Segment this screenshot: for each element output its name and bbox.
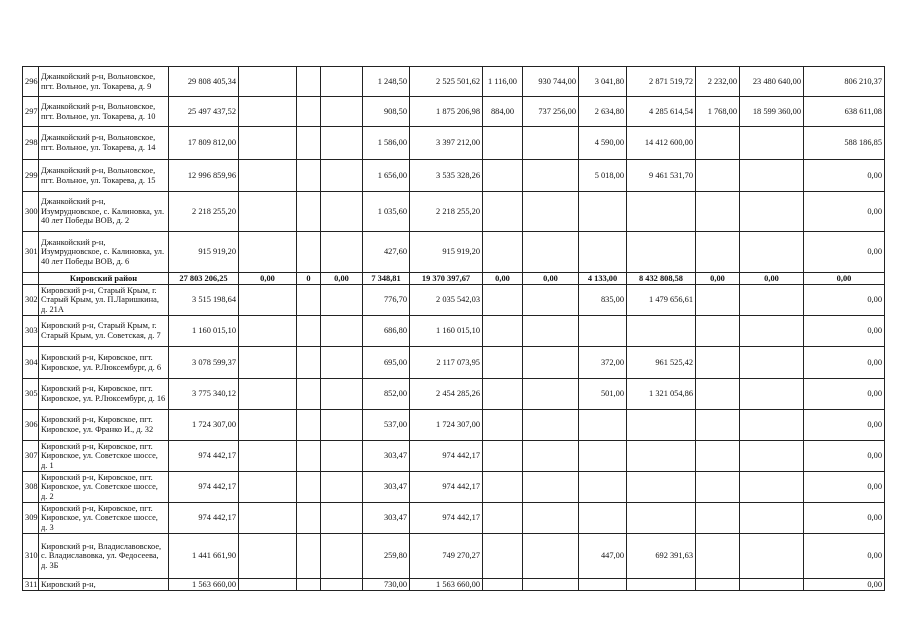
value-cell-c10: 1 321 054,86 (627, 379, 696, 410)
address-cell: Кировский р-н, Кировское, пгт. Кировское, ул. Советское шоссе, д. 1 (39, 441, 169, 472)
value-cell-c7 (483, 472, 523, 503)
value-cell-c8: 930 744,00 (523, 67, 579, 97)
value-cell-c12 (740, 534, 804, 579)
value-cell-c13: 0,00 (804, 273, 885, 285)
table-row (23, 97, 885, 127)
value-cell-c13: 588 186,85 (804, 127, 885, 160)
value-cell-c11 (696, 232, 740, 273)
value-cell-c6: 2 117 073,95 (410, 347, 483, 379)
value-cell-c8 (523, 285, 579, 316)
row-number-cell: 303 (23, 316, 39, 347)
value-cell-c8: 0,00 (523, 273, 579, 285)
value-cell-c13: 0,00 (804, 579, 885, 591)
value-cell-c8 (523, 192, 579, 232)
value-cell-c6: 3 397 212,00 (410, 127, 483, 160)
value-cell-c6: 974 442,17 (410, 503, 483, 534)
value-cell-c11: 1 768,00 (696, 97, 740, 127)
value-cell-c11 (696, 534, 740, 579)
value-cell-c7 (483, 534, 523, 579)
row-number-cell: 302 (23, 285, 39, 316)
value-cell-c10 (627, 316, 696, 347)
value-cell-c2 (239, 410, 297, 441)
value-cell-c9 (579, 579, 627, 591)
value-cell-c1: 915 919,20 (169, 232, 239, 273)
address-cell: Джанкойский р-н, Вольновское, пгт. Вольное, ул. Токарева, д. 9 (39, 67, 169, 97)
value-cell-c8 (523, 441, 579, 472)
value-cell-c8 (523, 503, 579, 534)
value-cell-c7 (483, 441, 523, 472)
table-row (23, 316, 885, 347)
value-cell-c1: 1 724 307,00 (169, 410, 239, 441)
value-cell-c3 (297, 441, 321, 472)
value-cell-c11 (696, 441, 740, 472)
value-cell-c12: 18 599 360,00 (740, 97, 804, 127)
row-number-cell: 299 (23, 160, 39, 192)
value-cell-c3 (297, 579, 321, 591)
value-cell-c10: 8 432 808,58 (627, 273, 696, 285)
table-row (23, 503, 885, 534)
value-cell-c2 (239, 285, 297, 316)
value-cell-c13: 0,00 (804, 441, 885, 472)
value-cell-c4 (321, 127, 363, 160)
row-number-cell: 311 (23, 579, 39, 591)
table-row (23, 472, 885, 503)
value-cell-c4 (321, 347, 363, 379)
value-cell-c13: 806 210,37 (804, 67, 885, 97)
value-cell-c11 (696, 127, 740, 160)
value-cell-c11 (696, 503, 740, 534)
table-row (23, 410, 885, 441)
address-cell: Кировский р-н, Кировское, пгт. Кировское, ул. Франко И., д. 32 (39, 410, 169, 441)
value-cell-c3 (297, 534, 321, 579)
value-cell-c2 (239, 160, 297, 192)
value-cell-c6: 2 035 542,03 (410, 285, 483, 316)
address-cell: Кировский р-н, Старый Крым, г. Старый Крым, ул. Советская, д. 7 (39, 316, 169, 347)
value-cell-c8 (523, 160, 579, 192)
value-cell-c12 (740, 316, 804, 347)
value-cell-c4 (321, 410, 363, 441)
value-cell-c10 (627, 441, 696, 472)
value-cell-c7 (483, 285, 523, 316)
value-cell-c1: 17 809 812,00 (169, 127, 239, 160)
value-cell-c4 (321, 316, 363, 347)
value-cell-c9 (579, 472, 627, 503)
value-cell-c13: 0,00 (804, 316, 885, 347)
address-cell: Кировский район (39, 273, 169, 285)
row-number-cell: 306 (23, 410, 39, 441)
value-cell-c11 (696, 579, 740, 591)
value-cell-c1: 12 996 859,96 (169, 160, 239, 192)
value-cell-c9: 372,00 (579, 347, 627, 379)
table-row (23, 192, 885, 232)
value-cell-c6: 915 919,20 (410, 232, 483, 273)
value-cell-c7: 884,00 (483, 97, 523, 127)
value-cell-c6: 2 218 255,20 (410, 192, 483, 232)
value-cell-c1: 3 515 198,64 (169, 285, 239, 316)
value-cell-c8 (523, 347, 579, 379)
value-cell-c5: 303,47 (363, 472, 410, 503)
value-cell-c6: 1 875 206,98 (410, 97, 483, 127)
value-cell-c5: 303,47 (363, 503, 410, 534)
value-cell-c10: 2 871 519,72 (627, 67, 696, 97)
value-cell-c4 (321, 534, 363, 579)
table-row (23, 232, 885, 273)
value-cell-c1: 1 441 661,90 (169, 534, 239, 579)
value-cell-c2 (239, 347, 297, 379)
value-cell-c6: 1 160 015,10 (410, 316, 483, 347)
value-cell-c5: 1 656,00 (363, 160, 410, 192)
value-cell-c8 (523, 232, 579, 273)
value-cell-c3 (297, 232, 321, 273)
value-cell-c5: 908,50 (363, 97, 410, 127)
address-cell: Джанкойский р-н, Изумрудновское, с. Калиновка, ул. 40 лет Победы ВОВ, д. 2 (39, 192, 169, 232)
value-cell-c3 (297, 347, 321, 379)
value-cell-c6: 749 270,27 (410, 534, 483, 579)
value-cell-c4 (321, 503, 363, 534)
value-cell-c3 (297, 192, 321, 232)
value-cell-c13: 0,00 (804, 503, 885, 534)
value-cell-c2 (239, 192, 297, 232)
value-cell-c11: 2 232,00 (696, 67, 740, 97)
value-cell-c6: 19 370 397,67 (410, 273, 483, 285)
table-row (23, 579, 885, 591)
value-cell-c13: 0,00 (804, 410, 885, 441)
table-row (23, 127, 885, 160)
value-cell-c13: 0,00 (804, 347, 885, 379)
value-cell-c10 (627, 232, 696, 273)
value-cell-c8 (523, 534, 579, 579)
value-cell-c1: 1 160 015,10 (169, 316, 239, 347)
value-cell-c9: 3 041,80 (579, 67, 627, 97)
value-cell-c6: 3 535 328,26 (410, 160, 483, 192)
value-cell-c3 (297, 410, 321, 441)
address-cell: Джанкойский р-н, Изумрудновское, с. Калиновка, ул. 40 лет Победы ВОВ, д. 6 (39, 232, 169, 273)
value-cell-c9: 501,00 (579, 379, 627, 410)
value-cell-c13: 0,00 (804, 192, 885, 232)
table-row (23, 67, 885, 97)
value-cell-c6: 1 563 660,00 (410, 579, 483, 591)
value-cell-c3 (297, 285, 321, 316)
value-cell-c11 (696, 316, 740, 347)
value-cell-c7 (483, 232, 523, 273)
value-cell-c1: 1 563 660,00 (169, 579, 239, 591)
value-cell-c9: 2 634,80 (579, 97, 627, 127)
value-cell-c4 (321, 67, 363, 97)
address-cell: Кировский р-н, Кировское, пгт. Кировское, ул. Р.Люксембург, д. 6 (39, 347, 169, 379)
row-number-cell: 298 (23, 127, 39, 160)
value-cell-c2 (239, 472, 297, 503)
value-cell-c10 (627, 410, 696, 441)
value-cell-c11 (696, 410, 740, 441)
value-cell-c11 (696, 160, 740, 192)
value-cell-c4 (321, 285, 363, 316)
value-cell-c10 (627, 472, 696, 503)
address-cell: Кировский р-н, Кировское, пгт. Кировское, ул. Советское шоссе, д. 2 (39, 472, 169, 503)
value-cell-c13: 0,00 (804, 232, 885, 273)
value-cell-c13: 0,00 (804, 160, 885, 192)
value-cell-c10 (627, 579, 696, 591)
value-cell-c3 (297, 160, 321, 192)
value-cell-c1: 974 442,17 (169, 441, 239, 472)
value-cell-c13: 0,00 (804, 379, 885, 410)
value-cell-c12 (740, 232, 804, 273)
value-cell-c2 (239, 97, 297, 127)
value-cell-c2 (239, 232, 297, 273)
table-row (23, 534, 885, 579)
value-cell-c9 (579, 232, 627, 273)
value-cell-c2 (239, 316, 297, 347)
value-cell-c9: 4 133,00 (579, 273, 627, 285)
value-cell-c5: 259,80 (363, 534, 410, 579)
value-cell-c10: 961 525,42 (627, 347, 696, 379)
value-cell-c1: 25 497 437,52 (169, 97, 239, 127)
value-cell-c7 (483, 160, 523, 192)
row-number-cell: 305 (23, 379, 39, 410)
value-cell-c2 (239, 441, 297, 472)
value-cell-c12 (740, 441, 804, 472)
value-cell-c8 (523, 579, 579, 591)
value-cell-c3 (297, 316, 321, 347)
value-cell-c9 (579, 192, 627, 232)
value-cell-c2 (239, 127, 297, 160)
value-cell-c9: 4 590,00 (579, 127, 627, 160)
value-cell-c4 (321, 579, 363, 591)
value-cell-c10: 692 391,63 (627, 534, 696, 579)
value-cell-c1: 27 803 206,25 (169, 273, 239, 285)
value-cell-c12 (740, 160, 804, 192)
value-cell-c10: 1 479 656,61 (627, 285, 696, 316)
value-cell-c2 (239, 579, 297, 591)
value-cell-c10: 9 461 531,70 (627, 160, 696, 192)
value-cell-c12 (740, 410, 804, 441)
value-cell-c5: 686,80 (363, 316, 410, 347)
row-number-cell: 309 (23, 503, 39, 534)
value-cell-c9 (579, 316, 627, 347)
value-cell-c8 (523, 472, 579, 503)
value-cell-c4 (321, 379, 363, 410)
value-cell-c1: 3 078 599,37 (169, 347, 239, 379)
value-cell-c11 (696, 347, 740, 379)
row-number-cell: 308 (23, 472, 39, 503)
value-cell-c13: 638 611,08 (804, 97, 885, 127)
value-cell-c12 (740, 472, 804, 503)
value-cell-c10 (627, 192, 696, 232)
value-cell-c4 (321, 192, 363, 232)
row-number-cell: 304 (23, 347, 39, 379)
value-cell-c7 (483, 379, 523, 410)
value-cell-c11 (696, 192, 740, 232)
value-cell-c11 (696, 472, 740, 503)
value-cell-c1: 974 442,17 (169, 472, 239, 503)
value-cell-c8 (523, 410, 579, 441)
value-cell-c8 (523, 316, 579, 347)
value-cell-c13: 0,00 (804, 285, 885, 316)
subtotal-row (23, 273, 885, 285)
value-cell-c7 (483, 316, 523, 347)
value-cell-c6: 2 454 285,26 (410, 379, 483, 410)
value-cell-c2 (239, 67, 297, 97)
table-row (23, 347, 885, 379)
row-number-cell (23, 273, 39, 285)
table-row (23, 441, 885, 472)
value-cell-c5: 1 035,60 (363, 192, 410, 232)
address-cell: Кировский р-н, Старый Крым, г. Старый Крым, ул. П.Ларишкина, д. 21А (39, 285, 169, 316)
value-cell-c12 (740, 192, 804, 232)
value-cell-c7 (483, 579, 523, 591)
value-cell-c10: 14 412 600,00 (627, 127, 696, 160)
value-cell-c3 (297, 97, 321, 127)
value-cell-c6: 2 525 501,62 (410, 67, 483, 97)
row-number-cell: 297 (23, 97, 39, 127)
value-cell-c12: 23 480 640,00 (740, 67, 804, 97)
value-cell-c3 (297, 472, 321, 503)
value-cell-c5: 303,47 (363, 441, 410, 472)
value-cell-c1: 2 218 255,20 (169, 192, 239, 232)
address-cell: Кировский р-н, Кировское, пгт. Кировское, ул. Советское шоссе, д. 3 (39, 503, 169, 534)
value-cell-c2: 0,00 (239, 273, 297, 285)
value-cell-c10: 4 285 614,54 (627, 97, 696, 127)
value-cell-c12 (740, 379, 804, 410)
value-cell-c9: 5 018,00 (579, 160, 627, 192)
table-row (23, 285, 885, 316)
address-cell: Джанкойский р-н, Вольновское, пгт. Вольное, ул. Токарева, д. 14 (39, 127, 169, 160)
value-cell-c1: 3 775 340,12 (169, 379, 239, 410)
table-row (23, 160, 885, 192)
value-cell-c12 (740, 285, 804, 316)
value-cell-c3 (297, 379, 321, 410)
value-cell-c8 (523, 379, 579, 410)
value-cell-c4 (321, 472, 363, 503)
value-cell-c12 (740, 127, 804, 160)
value-cell-c4 (321, 160, 363, 192)
value-cell-c7: 1 116,00 (483, 67, 523, 97)
value-cell-c12: 0,00 (740, 273, 804, 285)
value-cell-c6: 974 442,17 (410, 441, 483, 472)
row-number-cell: 310 (23, 534, 39, 579)
value-cell-c9 (579, 503, 627, 534)
value-cell-c12 (740, 503, 804, 534)
address-cell: Джанкойский р-н, Вольновское, пгт. Вольное, ул. Токарева, д. 15 (39, 160, 169, 192)
value-cell-c3 (297, 503, 321, 534)
value-cell-c5: 695,00 (363, 347, 410, 379)
value-cell-c8 (523, 127, 579, 160)
value-cell-c5: 537,00 (363, 410, 410, 441)
value-cell-c3 (297, 67, 321, 97)
address-cell: Кировский р-н, Кировское, пгт. Кировское, ул. Р.Люксембург, д. 16 (39, 379, 169, 410)
value-cell-c4: 0,00 (321, 273, 363, 285)
value-cell-c7 (483, 192, 523, 232)
value-cell-c9 (579, 410, 627, 441)
value-cell-c5: 1 248,50 (363, 67, 410, 97)
value-cell-c5: 1 586,00 (363, 127, 410, 160)
document-page (22, 66, 884, 591)
value-cell-c5: 776,70 (363, 285, 410, 316)
value-cell-c7 (483, 410, 523, 441)
value-cell-c5: 852,00 (363, 379, 410, 410)
value-cell-c7 (483, 347, 523, 379)
value-cell-c6: 1 724 307,00 (410, 410, 483, 441)
address-cell: Кировский р-н, Владиславовское, с. Владиславовка, ул. Федосеева, д. 3Б (39, 534, 169, 579)
value-cell-c10 (627, 503, 696, 534)
value-cell-c9: 447,00 (579, 534, 627, 579)
value-cell-c2 (239, 503, 297, 534)
value-cell-c12 (740, 579, 804, 591)
row-number-cell: 296 (23, 67, 39, 97)
value-cell-c7 (483, 503, 523, 534)
value-cell-c9 (579, 441, 627, 472)
value-cell-c1: 29 808 405,34 (169, 67, 239, 97)
row-number-cell: 301 (23, 232, 39, 273)
value-cell-c4 (321, 97, 363, 127)
value-cell-c2 (239, 534, 297, 579)
value-cell-c13: 0,00 (804, 472, 885, 503)
value-cell-c5: 427,60 (363, 232, 410, 273)
address-cell: Кировский р-н, (39, 579, 169, 591)
value-cell-c9: 835,00 (579, 285, 627, 316)
value-cell-c5: 7 348,81 (363, 273, 410, 285)
value-cell-c5: 730,00 (363, 579, 410, 591)
value-cell-c11: 0,00 (696, 273, 740, 285)
value-cell-c11 (696, 379, 740, 410)
value-cell-c2 (239, 379, 297, 410)
value-cell-c8: 737 256,00 (523, 97, 579, 127)
value-cell-c6: 974 442,17 (410, 472, 483, 503)
row-number-cell: 300 (23, 192, 39, 232)
value-cell-c11 (696, 285, 740, 316)
row-number-cell: 307 (23, 441, 39, 472)
value-cell-c3 (297, 127, 321, 160)
value-cell-c1: 974 442,17 (169, 503, 239, 534)
value-cell-c7: 0,00 (483, 273, 523, 285)
table-row (23, 379, 885, 410)
data-table (22, 66, 885, 591)
value-cell-c4 (321, 232, 363, 273)
value-cell-c12 (740, 347, 804, 379)
value-cell-c13: 0,00 (804, 534, 885, 579)
address-cell: Джанкойский р-н, Вольновское, пгт. Вольное, ул. Токарева, д. 10 (39, 97, 169, 127)
value-cell-c7 (483, 127, 523, 160)
value-cell-c3: 0 (297, 273, 321, 285)
value-cell-c4 (321, 441, 363, 472)
